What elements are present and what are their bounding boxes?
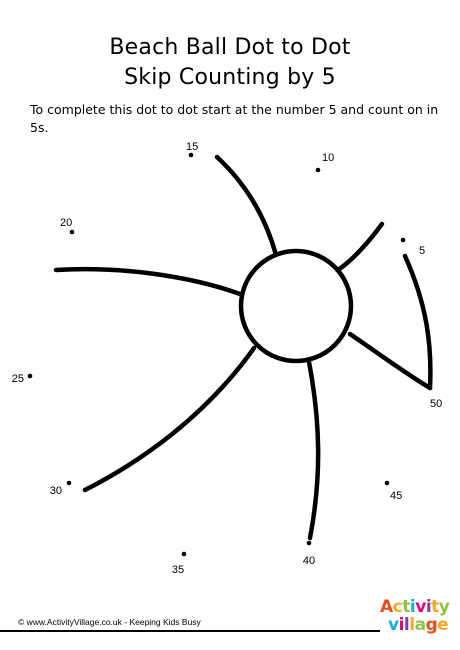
dot-layer bbox=[12, 141, 443, 576]
logo-letter: i bbox=[409, 597, 416, 617]
logo-letter: e bbox=[437, 615, 449, 635]
logo-letter: t bbox=[402, 597, 410, 617]
worksheet-title-line-1: Beach Ball Dot to Dot bbox=[109, 35, 351, 60]
dot-5 bbox=[401, 238, 406, 243]
ball-seam-left bbox=[56, 269, 240, 294]
logo-letter: g bbox=[425, 615, 438, 635]
dot-10 bbox=[316, 168, 321, 173]
dot-label-50: 50 bbox=[430, 398, 443, 410]
logo-letter: v bbox=[388, 615, 399, 635]
ball-seam-top bbox=[217, 157, 276, 255]
dot-50 bbox=[428, 386, 433, 391]
dot-15 bbox=[189, 153, 194, 158]
ball-center-circle bbox=[241, 251, 351, 361]
dot-label-25: 25 bbox=[11, 373, 24, 385]
footer-credit: © www.ActivityVillage.co.uk - Keeping Kids Busy bbox=[18, 617, 201, 627]
dot-label-5: 5 bbox=[419, 245, 426, 257]
logo-word-activity bbox=[380, 598, 450, 616]
logo-letter: y bbox=[438, 597, 450, 617]
ball-seam-upper-right bbox=[338, 224, 382, 270]
dot-label-40: 40 bbox=[302, 555, 316, 567]
logo-letter: i bbox=[425, 597, 432, 617]
logo-letter: c bbox=[392, 597, 403, 617]
logo-word-village bbox=[380, 616, 450, 634]
dot-label-35: 35 bbox=[171, 564, 185, 576]
logo-letter: t bbox=[431, 597, 439, 617]
logo-letter: A bbox=[380, 597, 393, 617]
dot-30 bbox=[67, 481, 72, 486]
dot-label-15: 15 bbox=[186, 141, 199, 153]
ball-seam-right bbox=[350, 256, 430, 388]
dot-45 bbox=[385, 481, 390, 486]
logo-letter: v bbox=[415, 597, 426, 617]
activity-village-logo bbox=[380, 598, 450, 642]
dot-label-20: 20 bbox=[60, 217, 73, 229]
dot-40 bbox=[307, 541, 312, 546]
logo-letter: l bbox=[403, 615, 410, 635]
footer-rule bbox=[0, 630, 380, 632]
ball-seam-lower-left bbox=[85, 348, 254, 490]
dot-25 bbox=[28, 374, 33, 379]
logo-letter: a bbox=[414, 615, 426, 635]
worksheet-title-line-2: Skip Counting by 5 bbox=[124, 65, 336, 90]
ball-seam-bottom bbox=[309, 362, 318, 538]
logo-letter: i bbox=[398, 615, 404, 635]
logo-letter: l bbox=[409, 615, 415, 635]
instructions-text: To complete this dot to dot start at the number 5 and count on in 5s. bbox=[30, 102, 439, 135]
dot-20 bbox=[70, 230, 75, 235]
dot-35 bbox=[182, 552, 187, 557]
dot-label-45: 45 bbox=[390, 490, 403, 502]
dot-label-10: 10 bbox=[322, 152, 335, 164]
dot-label-30: 30 bbox=[49, 485, 62, 497]
